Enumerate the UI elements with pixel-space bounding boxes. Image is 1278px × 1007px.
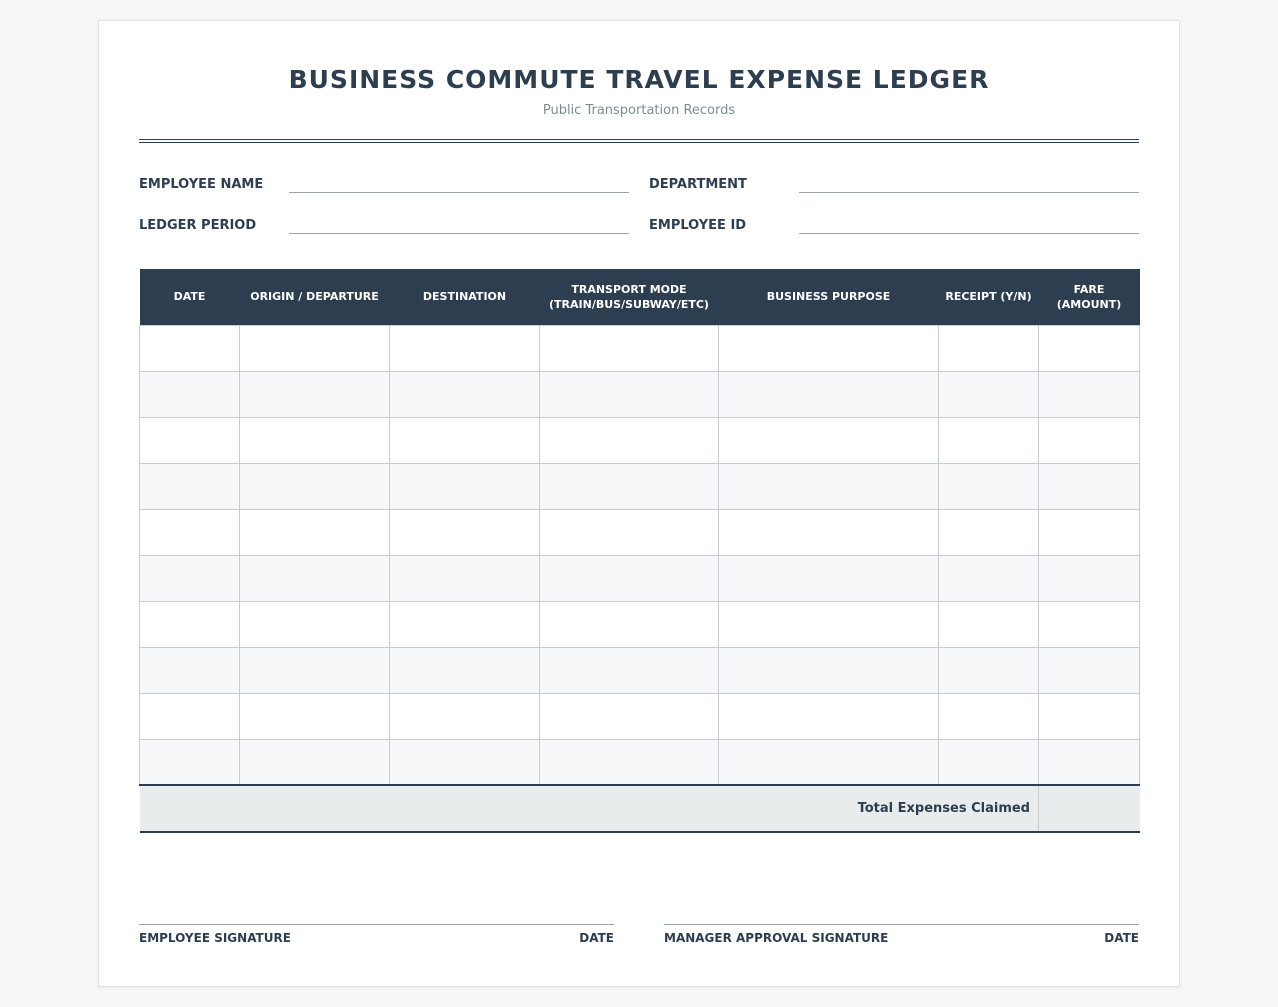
manager-signature-date-label: DATE (1104, 931, 1139, 945)
ledger-period-label: LEDGER PERIOD (139, 218, 257, 233)
cell-receipt[interactable] (939, 371, 1039, 417)
table-row (140, 739, 1140, 785)
cell-transport-mode[interactable] (540, 647, 719, 693)
cell-date[interactable] (140, 739, 240, 785)
fare-line2: (AMOUNT) (1056, 297, 1122, 311)
transport-mode-line2: (TRAIN/BUS/SUBWAY/ETC) (549, 297, 709, 311)
title-divider (139, 139, 1139, 143)
cell-purpose[interactable] (719, 371, 939, 417)
signature-section (139, 924, 1139, 945)
table-header-row (140, 269, 1140, 325)
table-row (140, 509, 1140, 555)
cell-fare[interactable] (1039, 325, 1140, 371)
cell-transport-mode[interactable] (540, 463, 719, 509)
cell-destination[interactable] (390, 647, 540, 693)
ledger-period-field[interactable] (289, 217, 629, 234)
cell-receipt[interactable] (939, 417, 1039, 463)
manager-signature-label: MANAGER APPROVAL SIGNATURE (664, 931, 889, 945)
cell-receipt[interactable] (939, 693, 1039, 739)
cell-destination[interactable] (390, 555, 540, 601)
cell-purpose[interactable] (719, 601, 939, 647)
cell-purpose[interactable] (719, 693, 939, 739)
cell-date[interactable] (140, 325, 240, 371)
cell-destination[interactable] (390, 509, 540, 555)
table-row (140, 693, 1140, 739)
transport-mode-line1: TRANSPORT MODE (571, 282, 687, 296)
cell-receipt[interactable] (939, 601, 1039, 647)
cell-origin[interactable] (240, 555, 390, 601)
employee-id-label: EMPLOYEE ID (649, 218, 747, 233)
cell-date[interactable] (140, 693, 240, 739)
cell-destination[interactable] (390, 371, 540, 417)
employee-name-field[interactable] (289, 176, 629, 193)
cell-purpose[interactable] (719, 325, 939, 371)
cell-purpose[interactable] (719, 555, 939, 601)
cell-receipt[interactable] (939, 325, 1039, 371)
cell-purpose[interactable] (719, 463, 939, 509)
cell-destination[interactable] (390, 601, 540, 647)
cell-fare[interactable] (1039, 601, 1140, 647)
cell-origin[interactable] (240, 325, 390, 371)
col-header-fare (1039, 269, 1140, 325)
cell-transport-mode[interactable] (540, 417, 719, 463)
table-row (140, 647, 1140, 693)
col-header-date: DATE (140, 269, 240, 325)
col-header-purpose: BUSINESS PURPOSE (719, 269, 939, 325)
cell-transport-mode[interactable] (540, 509, 719, 555)
table-row (140, 371, 1140, 417)
cell-transport-mode[interactable] (540, 325, 719, 371)
col-header-destination: DESTINATION (390, 269, 540, 325)
expense-rows (140, 325, 1140, 785)
cell-origin[interactable] (240, 463, 390, 509)
cell-origin[interactable] (240, 509, 390, 555)
employee-signature-label: EMPLOYEE SIGNATURE (139, 931, 291, 945)
cell-fare[interactable] (1039, 739, 1140, 785)
cell-transport-mode[interactable] (540, 601, 719, 647)
cell-origin[interactable] (240, 739, 390, 785)
cell-fare[interactable] (1039, 463, 1140, 509)
table-row (140, 555, 1140, 601)
cell-destination[interactable] (390, 417, 540, 463)
table-row (140, 417, 1140, 463)
page-subtitle: Public Transportation Records (542, 103, 736, 118)
cell-transport-mode[interactable] (540, 739, 719, 785)
expense-table (139, 269, 1140, 833)
col-header-receipt: RECEIPT (Y/N) (939, 269, 1039, 325)
cell-origin[interactable] (240, 417, 390, 463)
cell-destination[interactable] (390, 693, 540, 739)
cell-transport-mode[interactable] (540, 693, 719, 739)
department-label: DEPARTMENT (649, 177, 747, 192)
cell-purpose[interactable] (719, 509, 939, 555)
employee-signature-date-label: DATE (579, 931, 614, 945)
cell-destination[interactable] (390, 325, 540, 371)
cell-fare[interactable] (1039, 509, 1140, 555)
cell-receipt[interactable] (939, 463, 1039, 509)
cell-origin[interactable] (240, 371, 390, 417)
cell-purpose[interactable] (719, 739, 939, 785)
page-title: BUSINESS COMMUTE TRAVEL EXPENSE LEDGER (288, 65, 990, 94)
department-field[interactable] (799, 176, 1139, 193)
cell-date[interactable] (140, 509, 240, 555)
employee-info-fields (139, 176, 1139, 234)
fare-line1: FARE (1073, 282, 1105, 296)
cell-fare[interactable] (1039, 371, 1140, 417)
cell-fare[interactable] (1039, 417, 1140, 463)
cell-receipt[interactable] (939, 509, 1039, 555)
employee-signature-line[interactable] (139, 924, 614, 945)
cell-receipt[interactable] (939, 739, 1039, 785)
total-label: Total Expenses Claimed (140, 785, 1039, 832)
cell-origin[interactable] (240, 601, 390, 647)
cell-fare[interactable] (1039, 555, 1140, 601)
cell-fare[interactable] (1039, 693, 1140, 739)
total-amount-cell[interactable] (1039, 785, 1140, 832)
employee-name-label: EMPLOYEE NAME (139, 177, 264, 192)
cell-purpose[interactable] (719, 417, 939, 463)
employee-id-field[interactable] (799, 217, 1139, 234)
ledger-page (98, 20, 1180, 987)
col-header-transport-mode (540, 269, 719, 325)
cell-date[interactable] (140, 463, 240, 509)
cell-destination[interactable] (390, 463, 540, 509)
cell-fare[interactable] (1039, 647, 1140, 693)
cell-transport-mode[interactable] (540, 555, 719, 601)
cell-origin[interactable] (240, 647, 390, 693)
cell-transport-mode[interactable] (540, 371, 719, 417)
cell-date[interactable] (140, 371, 240, 417)
cell-receipt[interactable] (939, 647, 1039, 693)
cell-date[interactable] (140, 555, 240, 601)
manager-signature-line[interactable] (664, 924, 1139, 945)
table-row (140, 325, 1140, 371)
cell-destination[interactable] (390, 739, 540, 785)
table-row (140, 601, 1140, 647)
cell-receipt[interactable] (939, 555, 1039, 601)
cell-origin[interactable] (240, 693, 390, 739)
total-row (140, 785, 1140, 832)
col-header-origin: ORIGIN / DEPARTURE (240, 269, 390, 325)
cell-date[interactable] (140, 601, 240, 647)
cell-purpose[interactable] (719, 647, 939, 693)
cell-date[interactable] (140, 417, 240, 463)
table-row (140, 463, 1140, 509)
cell-date[interactable] (140, 647, 240, 693)
